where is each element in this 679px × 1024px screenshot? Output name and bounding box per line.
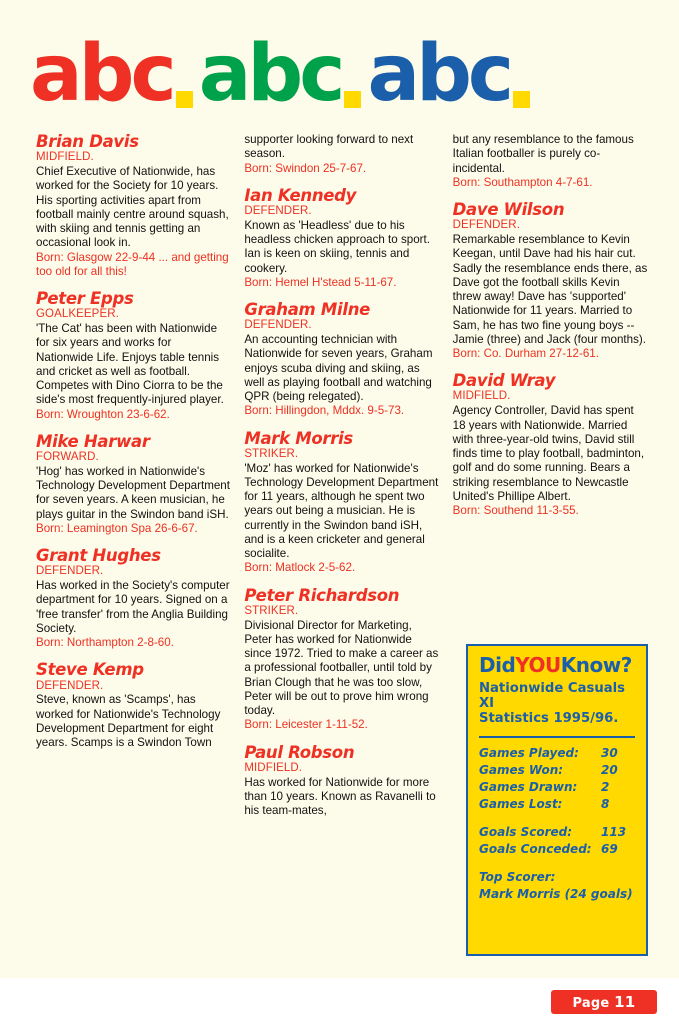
stat-label: Games Won: bbox=[479, 762, 564, 777]
player-entry bbox=[453, 372, 648, 518]
player-entry bbox=[244, 301, 438, 419]
player-name: Brian Davis bbox=[36, 132, 139, 151]
player-entry bbox=[36, 433, 230, 536]
spacer bbox=[479, 813, 635, 824]
player-born: Born: Hemel H'stead 5-11-67. bbox=[244, 275, 397, 289]
spacer bbox=[479, 858, 635, 869]
player-bio: An accounting technician with Nationwide for seven years, Graham enjoys scuba diving and skiing, as well as playing football and watching QPR (being relegated). bbox=[244, 333, 433, 404]
player-position: MIDFIELD. bbox=[36, 151, 94, 164]
player-born: Born: Southend 11-3-55. bbox=[452, 504, 579, 518]
title-part-know: Know? bbox=[560, 653, 632, 677]
player-born: Born: Hillingdon, Mddx. 9-5-73. bbox=[244, 404, 405, 418]
player-name: Peter Richardson bbox=[244, 585, 400, 605]
player-bio: 'Moz' has worked for Nationwide's Technology Development Department for 11 years, although he spent two years out being a musician. He is currently in the Swindon band iSH, and is a keen cricketer and general socialite. bbox=[244, 461, 439, 561]
player-bio: Known as 'Headless' due to his headless chicken approach to sport. Ian is keen on skiing, tennis and cookery. bbox=[244, 218, 430, 275]
stat-row bbox=[479, 762, 635, 779]
did-you-know-box bbox=[466, 644, 648, 956]
player-name: Peter Epps bbox=[36, 289, 134, 309]
page-number-tab bbox=[551, 990, 657, 1014]
stat-value: 20 bbox=[601, 762, 618, 777]
player-position: DEFENDER. bbox=[36, 565, 104, 578]
page-number-text bbox=[573, 993, 636, 1011]
stat-label: Games Lost: bbox=[479, 796, 563, 811]
player-entry bbox=[453, 201, 648, 361]
stat-label: Games Played: bbox=[479, 745, 579, 760]
stat-row bbox=[479, 824, 635, 841]
player-born: Born: Leamington Spa 26-6-67. bbox=[36, 521, 198, 535]
logo-dot-1 bbox=[176, 91, 193, 108]
subtitle-line-1: Nationwide Casuals XI bbox=[479, 681, 625, 711]
player-name: Grant Hughes bbox=[36, 546, 161, 566]
stat-row bbox=[479, 779, 635, 796]
stat-value: 30 bbox=[601, 745, 618, 760]
title-part-did: Did bbox=[479, 653, 516, 677]
player-entry bbox=[244, 744, 438, 819]
player-born: Born: Co. Durham 27-12-61. bbox=[452, 347, 599, 361]
player-bio: Has worked in the Society's computer department for 10 years. Signed on a 'free transfer' from the Anglia Building Society. bbox=[36, 579, 230, 635]
did-you-know-title bbox=[479, 655, 635, 675]
player-entry bbox=[244, 187, 438, 290]
page-number: 11 bbox=[614, 993, 636, 1011]
player-position: DEFENDER. bbox=[244, 319, 312, 332]
top-scorer-label: Top Scorer: bbox=[479, 869, 556, 884]
player-position: MIDFIELD. bbox=[452, 390, 511, 403]
divider bbox=[479, 736, 635, 738]
stat-value: 69 bbox=[601, 841, 618, 856]
masthead-logo bbox=[30, 26, 655, 119]
player-name: David Wray bbox=[452, 371, 556, 391]
stat-row bbox=[479, 796, 635, 813]
player-name: Dave Wilson bbox=[452, 200, 565, 219]
player-position: STRIKER. bbox=[244, 447, 299, 460]
player-born: Born: Northampton 2-8-60. bbox=[36, 636, 174, 650]
stat-row bbox=[479, 841, 635, 858]
logo-word-green: abc bbox=[198, 28, 342, 119]
player-bio: Has worked for Nationwide for more than 10 years. Known as Ravanelli to his team-mates, bbox=[244, 775, 436, 818]
logo-unit-1 bbox=[30, 28, 199, 119]
title-part-you: YOU bbox=[515, 653, 561, 677]
stat-value: 2 bbox=[601, 779, 610, 794]
footer-bar bbox=[0, 978, 679, 1024]
player-entry bbox=[36, 133, 230, 279]
player-born: Born: Glasgow 22-9-44 ... and getting too old for all this! bbox=[36, 250, 229, 278]
column-2 bbox=[244, 133, 438, 829]
player-bio: Steve, known as 'Scamps', has worked for Nationwide's Technology Development Department for eight years. Scamps is a Swindon Town bbox=[36, 693, 221, 750]
player-position: MIDFIELD. bbox=[244, 761, 303, 774]
player-position: DEFENDER. bbox=[244, 204, 312, 217]
player-born: Born: Leicester 1-11-52. bbox=[244, 718, 368, 732]
stat-label: Goals Conceded: bbox=[479, 841, 592, 856]
player-bio: Remarkable resemblance to Kevin Keegan, until Dave had his hair cut. Sadly the resemblance ends there, as Dave got the football skills Kevin threw away! Dave has 'supported' Nationwide for 11 years. Married to Sam, he has two fine young boys -- Jamie (three) and Jack (four months). bbox=[452, 233, 648, 346]
logo-unit-2 bbox=[198, 28, 368, 119]
player-bio: Divisional Director for Marketing, Peter has worked for Nationwide since 1972. Tried to make a career as a professional footballer, until told by Brian Clough that he was too slow, Peter will be out to prove him wrong today. bbox=[244, 618, 439, 718]
player-bio: Agency Controller, David has spent 18 years with Nationwide. Married with three-year-old twins, David still finds time to play football, badminton, golf and do some running. Bears a striking resemblance to Newcastle United's Phillipe Albert. bbox=[452, 404, 645, 503]
player-name: Steve Kemp bbox=[36, 660, 144, 680]
player-name: Mike Harwar bbox=[36, 431, 150, 451]
top-scorer-value: Mark Morris (24 goals) bbox=[479, 886, 633, 901]
stat-value: 8 bbox=[601, 796, 610, 811]
player-name: Mark Morris bbox=[244, 428, 353, 448]
stat-label: Games Drawn: bbox=[479, 779, 578, 794]
player-born: Born: Wroughton 23-6-62. bbox=[36, 407, 170, 421]
player-entry bbox=[36, 290, 230, 422]
logo-word-red: abc bbox=[30, 28, 173, 119]
continuation-text: but any resemblance to the famous Italian footballer is purely co-incidental. bbox=[452, 133, 634, 175]
player-entry bbox=[36, 547, 230, 650]
logo-unit-3 bbox=[367, 28, 536, 119]
player-entry bbox=[244, 430, 438, 576]
player-position: DEFENDER. bbox=[452, 219, 521, 232]
player-entry bbox=[244, 587, 438, 733]
player-bio: 'The Cat' has been with Nationwide for six years and works for Nationwide Life. Enjoys table tennis and cricket as well as football. Competes with Dino Ciorra to be the side's most frequently-injured player. bbox=[36, 322, 224, 407]
column-1 bbox=[36, 133, 230, 829]
page-label: Page bbox=[572, 996, 610, 1011]
player-name: Ian Kennedy bbox=[244, 185, 357, 205]
player-position: DEFENDER. bbox=[36, 679, 104, 692]
player-name: Graham Milne bbox=[244, 300, 371, 320]
player-position: FORWARD. bbox=[36, 450, 99, 463]
stat-row bbox=[479, 745, 635, 762]
player-position: STRIKER. bbox=[244, 604, 299, 617]
logo-word-blue: abc bbox=[367, 28, 511, 119]
logo-dot-3 bbox=[513, 91, 530, 108]
player-born: Born: Matlock 2-5-62. bbox=[244, 561, 356, 575]
player-bio: 'Hog' has worked in Nationwide's Technology Development Department for seven years. A keen musician, he plays guitar in the Swindon band iSH. bbox=[36, 464, 230, 521]
subtitle-line-2: Statistics 1995/96. bbox=[479, 710, 619, 726]
player-position: GOALKEEPER. bbox=[36, 308, 119, 321]
continuation-born: Born: Swindon 25-7-67. bbox=[244, 161, 367, 175]
player-entry bbox=[36, 661, 230, 750]
stat-label: Goals Scored: bbox=[479, 824, 573, 839]
continuation-born: Born: Southampton 4-7-61. bbox=[452, 175, 593, 189]
logo-dot-2 bbox=[344, 91, 361, 108]
player-bio: Chief Executive of Nationwide, has worked for the Society for 10 years. His sporting activities apart from football mainly centre around squash, with skiing and tennis getting an occasional look in. bbox=[36, 165, 229, 250]
stat-value: 113 bbox=[601, 824, 627, 839]
did-you-know-subtitle bbox=[479, 682, 635, 727]
player-name: Paul Robson bbox=[244, 742, 355, 762]
continuation-text: supporter looking forward to next season. bbox=[244, 133, 414, 161]
